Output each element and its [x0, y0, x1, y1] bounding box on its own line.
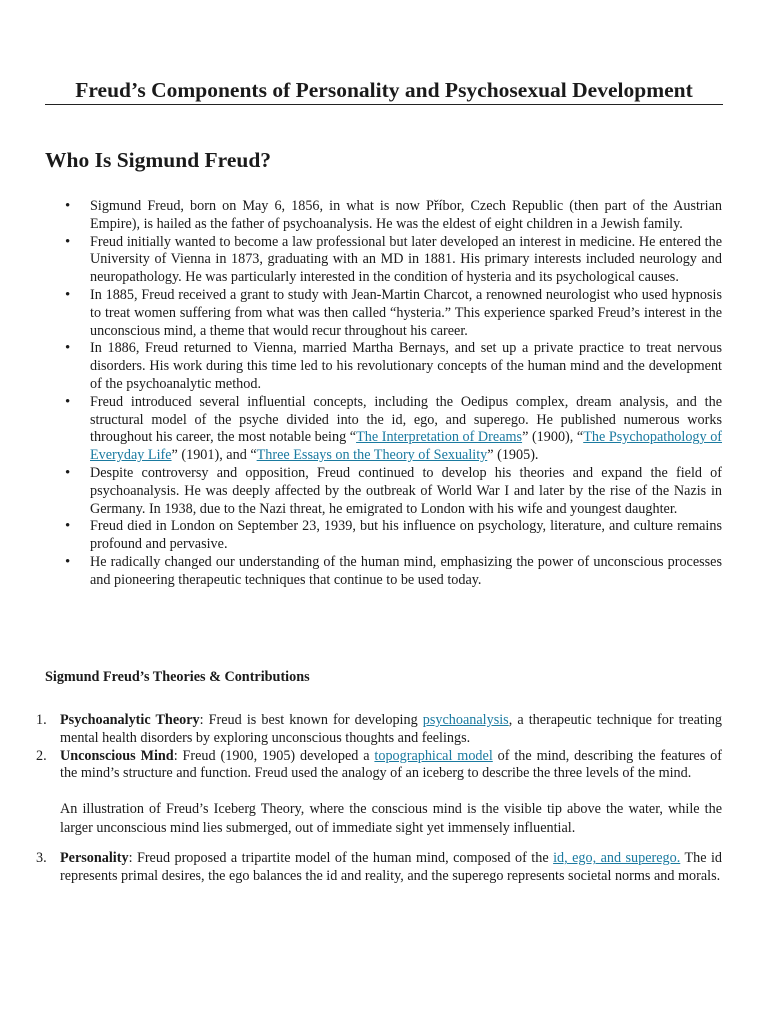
- bullet-item-works: [90, 394, 722, 465]
- theory-term: Psychoanalytic Theory: [60, 712, 200, 728]
- bullet-text: ” (1900), “: [522, 429, 584, 446]
- theory-term: Personality: [60, 850, 129, 867]
- bullet-item: • Despite controversy and opposition, Freud continued to develop his theories and expand the field of psychoanalysis. He was deeply affected by the outbreak of World War I and later by the rise of the Nazis in Germany. In 1938, due to the Nazi threat, he emigrated to London with his wife and youngest daughter.: [90, 465, 722, 518]
- theory-text: : Freud is best known for developing: [199, 712, 423, 728]
- bullet-item: • Sigmund Freud, born on May 6, 1856, in what is now Příbor, Czech Republic (then part of the Austrian Empire), is hailed as the father of psychoanalysis. He was the eldest of eight children in a Jewish family.: [90, 198, 722, 234]
- link-id-ego-superego[interactable]: id, ego, and superego.: [553, 850, 681, 867]
- list-number: 3.: [36, 850, 47, 867]
- bullet-item: • Freud died in London on September 23, 1939, but his influence on psychology, literature, and culture remains profound and pervasive.: [90, 518, 722, 554]
- list-number: 2.: [36, 747, 47, 764]
- link-psychoanalysis[interactable]: psychoanalysis: [422, 712, 509, 728]
- bullet-text: Freud introduced several influential concepts, including the Oedipus complex, dream analysis, and the structural model of the psyche divided into the id, ego, and superego. He published numerous works throughout his career, the most notable being “: [90, 393, 722, 446]
- theory-text: of the mind, describing the features of the mind’s structure and function. Freud used the analogy of an iceberg to describe the three levels of the mind.: [60, 747, 722, 782]
- bullet-item: • He radically changed our understanding of the human mind, emphasizing the power of unconscious processes and pioneering therapeutic techniques that continue to be used today.: [90, 554, 722, 590]
- bullet-item: • Freud initially wanted to become a law professional but later developed an interest in medicine. He entered the University of Vienna in 1873, graduating with an MD in 1881. His primary interests included neurology and neuropathology. He was particularly interested in the condition of hysteria and its psychological causes.: [90, 234, 722, 287]
- theory-term: Unconscious Mind: [60, 747, 174, 764]
- biography-bullet-list: [90, 198, 722, 590]
- theory-text: : Freud proposed a tripartite model of the human mind, composed of the: [128, 850, 554, 867]
- theory-text: : Freud (1900, 1905) developed a: [173, 747, 375, 764]
- link-interpretation-of-dreams[interactable]: The Interpretation of Dreams: [356, 429, 523, 446]
- theory-item-psychoanalytic: [36, 712, 723, 748]
- section-heading-who-is-freud: Who Is Sigmund Freud?: [45, 148, 272, 172]
- theory-text: , a therapeutic technique for treating mental health disorders by exploring unconscious thoughts and feelings.: [60, 712, 723, 746]
- link-three-essays-sexuality[interactable]: Three Essays on the Theory of Sexuality: [256, 447, 488, 464]
- link-topographical-model[interactable]: topographical model: [374, 747, 493, 764]
- bullet-text: ” (1901), and “: [171, 447, 257, 464]
- theory-text: The id represents primal desires, the ego balances the id and reality, and the superego represents societal norms and morals.: [60, 850, 722, 884]
- theory-item-unconscious-mind: [36, 747, 722, 839]
- theory-item-personality: [36, 850, 722, 886]
- document-title: Freud’s Components of Personality and Psychosexual Development: [45, 76, 723, 105]
- bullet-item: • In 1885, Freud received a grant to study with Jean-Martin Charcot, a renowned neurologist who used hypnosis to treat women suffering from what was then called “hysteria.” This experience sparked Freud’s interest in the unconscious mind, a theme that would recur throughout his career.: [90, 287, 722, 340]
- link-psychopathology-everyday-life[interactable]: The Psychopathology of Everyday Life: [90, 429, 723, 464]
- section-heading-theories: Sigmund Freud’s Theories & Contributions: [45, 669, 310, 685]
- iceberg-caption: An illustration of Freud’s Iceberg Theory, where the conscious mind is the visible tip above the water, while the larger unconscious mind lies submerged, out of immediate sight yet immensely influential.: [60, 801, 722, 837]
- bullet-text: ” (1905).: [487, 447, 539, 464]
- theories-numbered-list: [36, 712, 723, 886]
- bullet-item: • In 1886, Freud returned to Vienna, married Martha Bernays, and set up a private practice to treat nervous disorders. His work during this time led to his revolutionary concepts of the human mind and the development of the psychoanalytic method.: [90, 340, 722, 393]
- list-number: 1.: [36, 712, 47, 728]
